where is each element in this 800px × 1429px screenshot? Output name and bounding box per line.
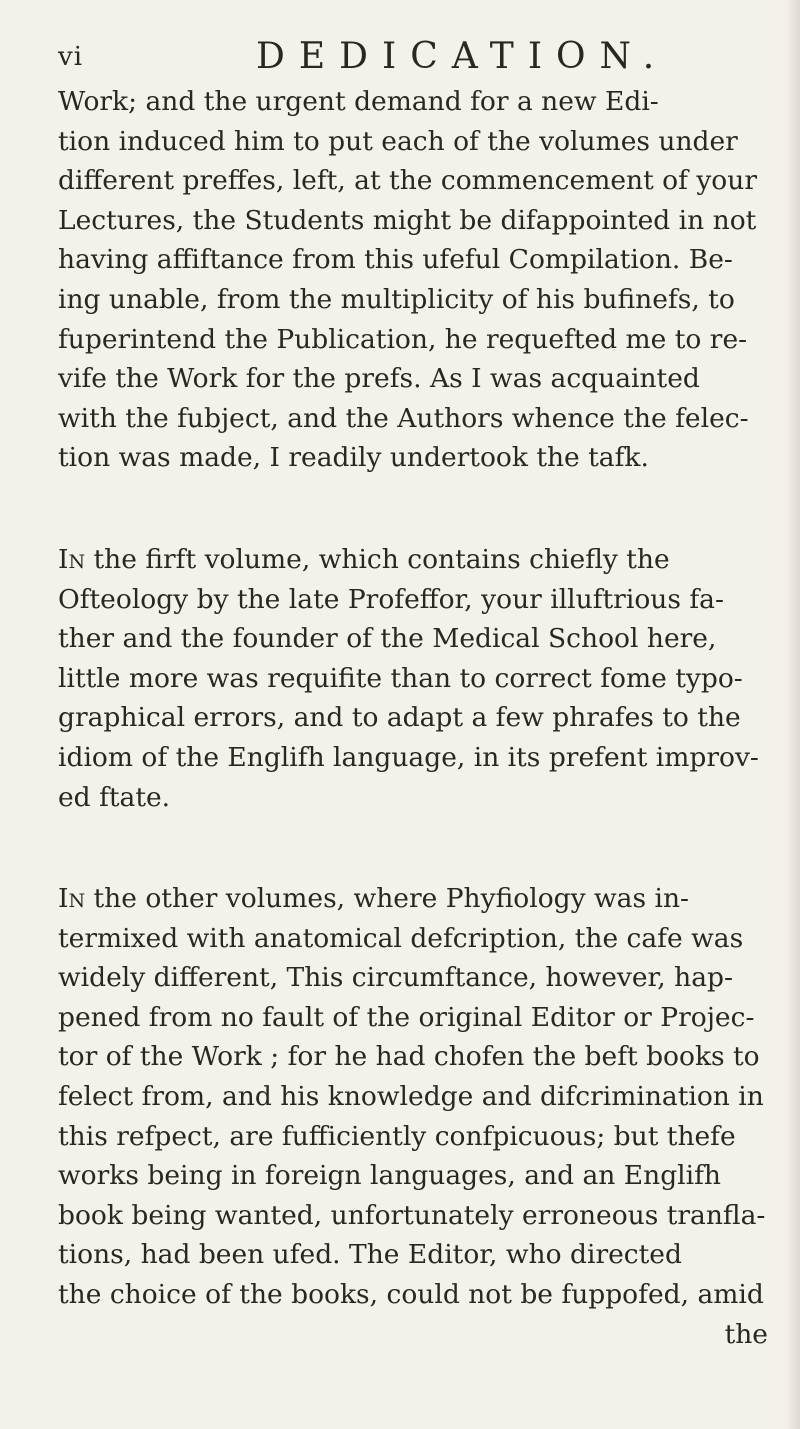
paragraph-lead: In [58, 883, 86, 915]
text-line: graphical errors, and to adapt a few phrafes to the [58, 702, 741, 734]
text-line [58, 879, 770, 919]
running-head: DEDICATION. [256, 36, 669, 77]
paragraph-2 [58, 540, 770, 817]
text-line: tion induced him to put each of the volumes under [58, 125, 738, 157]
text-line: book being wanted, unfortunately erroneous tranfla- [58, 1199, 766, 1231]
text-line: Lectures, the Students might be difappointed in not [58, 204, 757, 236]
text-line: tion was made, I readily undertook the tafk. [58, 442, 649, 474]
text-line: ed ftate. [58, 781, 171, 813]
text-line: felect from, and his knowledge and difcrimination in [58, 1081, 764, 1113]
text-line: the choice of the books, could not be fuppofed, amid [58, 1279, 764, 1311]
text-line [58, 540, 770, 580]
text-line: works being in foreign languages, and an Englifh [58, 1160, 721, 1192]
text-line: different preffes, left, at the commencement of your [58, 165, 757, 197]
paragraph-1 [58, 82, 770, 478]
text-line: fuperintend the Publication, he requefted me to re- [58, 323, 748, 355]
text-line: idiom of the Englifh language, in its prefent improv- [58, 741, 759, 773]
page-edge-shadow [786, 0, 800, 1429]
paragraph-3 [58, 879, 770, 1354]
text-line: having affiftance from this ufeful Compilation. Be- [58, 244, 733, 276]
text-line: widely different, This circumftance, however, hap- [58, 962, 733, 994]
text-line: this refpect, are fufficiently confpicuous; but thefe [58, 1120, 736, 1152]
text-line: vife the Work for the prefs. As I was acquainted [58, 363, 700, 395]
page-header [58, 36, 758, 76]
text-line: tions, had been ufed. The Editor, who directed [58, 1239, 682, 1271]
text-line: ther and the founder of the Medical School here, [58, 623, 717, 655]
text-line: termixed with anatomical defcription, the cafe was [58, 922, 744, 954]
text-line-rest: the firft volume, which contains chiefly the [85, 543, 670, 575]
text-line: pened from no fault of the original Editor or Projec- [58, 1001, 755, 1033]
text-line: with the fubject, and the Authors whence the felec- [58, 402, 749, 434]
text-line: ing unable, from the multiplicity of his bufinefs, to [58, 283, 735, 315]
text-line: tor of the Work ; for he had chofen the beft books to [58, 1041, 760, 1073]
page-number: vi [58, 42, 84, 72]
body-text [58, 82, 770, 1354]
catchword: the [724, 1318, 768, 1350]
text-line: Ofteology by the late Profeffor, your illuftrious fa- [58, 583, 724, 615]
text-line: little more was requifite than to correct fome typo- [58, 662, 743, 694]
text-line: Work; and the urgent demand for a new Edi- [58, 86, 659, 117]
text-line-rest: the other volumes, where Phyfiology was in- [85, 883, 690, 915]
paragraph-lead: In [58, 543, 86, 575]
